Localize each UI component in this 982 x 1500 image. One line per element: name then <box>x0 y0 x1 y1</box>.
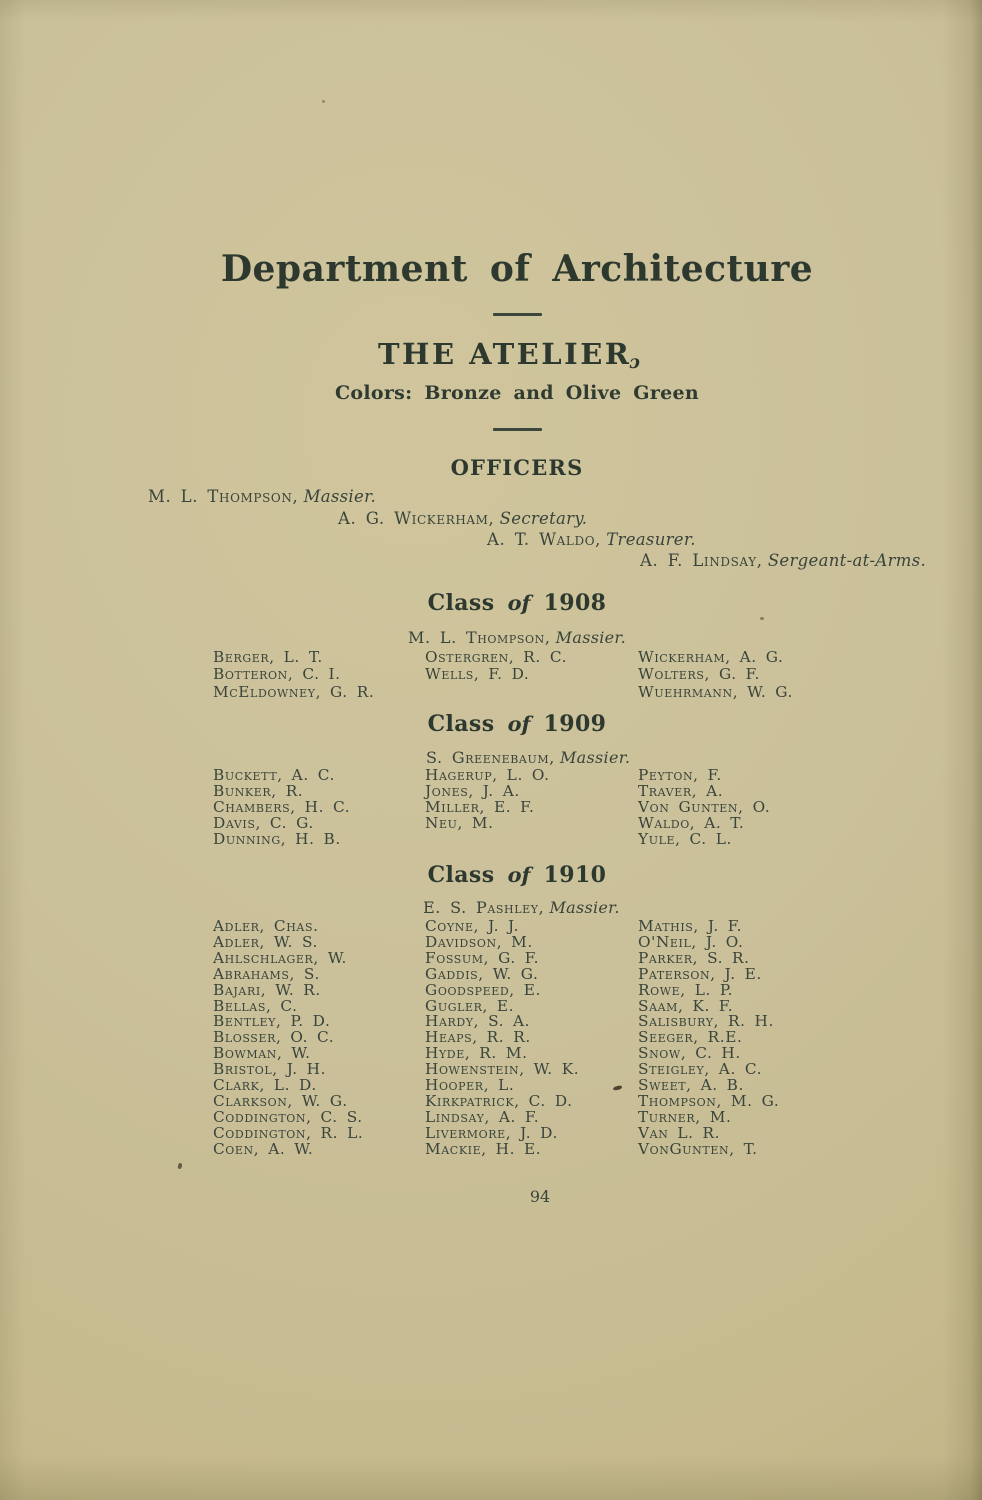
class-1909-massier <box>426 750 630 766</box>
class-word: Class <box>427 590 495 616</box>
roster-name: Clark, L. D. <box>213 1076 317 1095</box>
roster-name: Ostergren, R. C. <box>425 648 568 666</box>
of-word: of <box>507 862 531 887</box>
roster-name: Davis, C. G. <box>213 814 314 833</box>
class-year: 1909 <box>543 711 607 737</box>
roster-name: Wickerham, A. G. <box>638 648 784 666</box>
class-1910-massier <box>423 900 620 916</box>
roster-name: Bunker, R. <box>213 782 304 801</box>
roster-name: Lindsay, A. F. <box>425 1107 540 1126</box>
class-1909-column-3 <box>638 767 770 847</box>
roster-name: Parker, S. R. <box>638 948 750 967</box>
class-1909-column-2 <box>425 767 550 831</box>
of-word: of <box>507 590 531 615</box>
class-1909-column-1 <box>213 767 350 847</box>
roster-name: Gugler, E. <box>425 996 515 1015</box>
roster-name: Hardy, S. A. <box>425 1012 531 1031</box>
class-1908-column-1 <box>213 649 374 701</box>
roster-name: Hagerup, L. O. <box>425 766 550 784</box>
roster-name: Mackie, H. E. <box>425 1139 542 1158</box>
of-word: of <box>507 711 531 736</box>
paper-speck <box>613 1085 623 1091</box>
officer-role: Sergeant-at-Arms. <box>767 551 927 570</box>
massier-role: Massier. <box>549 898 620 917</box>
officer-entry <box>487 532 696 549</box>
roster-name: Adler, W. S. <box>213 932 318 951</box>
class-year: 1910 <box>543 862 607 888</box>
officers-heading: OFFICERS <box>450 455 584 480</box>
class-word: Class <box>427 711 495 737</box>
roster-name: Adler, Chas. <box>213 917 319 935</box>
roster-name: Davidson, M. <box>425 932 533 951</box>
roster-name: Bajari, W. R. <box>213 980 321 999</box>
roster-name: McEldowney, G. R. <box>213 682 375 701</box>
roster-name: Heaps, R. R. <box>425 1028 531 1047</box>
roster-name: Hooper, L. <box>425 1076 515 1095</box>
officer-role: Massier. <box>303 487 376 506</box>
divider-rule-top <box>493 313 542 316</box>
roster-name: Livermore, J. D. <box>425 1123 558 1142</box>
atelier-heading-text: THE ATELIER <box>377 337 632 371</box>
roster-name: Mathis, J. F. <box>638 917 743 935</box>
roster-name: Gaddis, W. G. <box>425 964 539 983</box>
page-number: 94 <box>529 1187 551 1206</box>
roster-name: Salisbury, R. H. <box>638 1012 774 1031</box>
roster-name: Miller, E. F. <box>425 798 535 817</box>
roster-name: Bristol, J. H. <box>213 1060 327 1079</box>
roster-name: Fossum, G. F. <box>425 948 540 967</box>
roster-name: Chambers, H. C. <box>213 798 351 817</box>
roster-name: Jones, J. A. <box>425 782 520 801</box>
roster-name: Coddington, R. L. <box>213 1123 364 1142</box>
roster-name: Clarkson, W. G. <box>213 1091 348 1110</box>
divider-rule-mid <box>493 428 542 431</box>
roster-name: Steigley, A. C. <box>638 1060 763 1079</box>
paper-speck <box>178 1163 183 1169</box>
club-colors-line: Colors: Bronze and Olive Green <box>334 382 700 404</box>
paper-speck <box>760 617 764 620</box>
roster-name: Buckett, A. C. <box>213 766 335 784</box>
page-title: Department of Architecture <box>220 248 814 290</box>
roster-name: Thompson, M. G. <box>638 1091 780 1110</box>
roster-name: Bellas, C. <box>213 996 298 1015</box>
roster-name: Howenstein, W. K. <box>425 1060 580 1079</box>
roster-name: Ahlschlager, W. <box>213 948 347 967</box>
roster-name: Saam, K. F. <box>638 996 734 1015</box>
roster-name: Coen, A. W. <box>213 1139 314 1158</box>
roster-name: Neu, M. <box>425 814 494 833</box>
officer-name: A. F. Lindsay, <box>640 551 763 570</box>
class-word: Class <box>427 862 495 888</box>
class-1908-massier <box>408 630 626 646</box>
roster-name: Bentley, P. D. <box>213 1012 331 1031</box>
roster-name: Bowman, W. <box>213 1044 311 1063</box>
class-1910-heading <box>52 863 982 888</box>
roster-name: Seeger, R.E. <box>638 1028 743 1047</box>
officer-name: A. G. Wickerham, <box>338 509 495 528</box>
roster-name: Goodspeed, E. <box>425 980 541 999</box>
roster-name: Rowe, L. P. <box>638 980 734 999</box>
roster-name: Yule, C. L. <box>638 830 732 849</box>
roster-name: Abrahams, S. <box>213 964 320 983</box>
officer-name: A. T. Waldo, <box>487 530 601 549</box>
massier-name: M. L. Thompson, <box>408 628 551 647</box>
atelier-heading <box>44 338 974 371</box>
roster-name: Turner, M. <box>638 1107 732 1126</box>
roster-name: Dunning, H. B. <box>213 830 341 849</box>
roster-name: Berger, L. T. <box>213 648 323 666</box>
officer-entry <box>338 511 587 528</box>
class-1910-column-1 <box>213 919 363 1158</box>
roster-name: Paterson, J. E. <box>638 964 762 983</box>
massier-name: E. S. Pashley, <box>423 898 545 917</box>
roster-name: Traver, A. <box>638 782 724 801</box>
class-1908-column-3 <box>638 649 793 701</box>
roster-name: Wolters, G. F. <box>638 665 760 684</box>
class-1910-column-3 <box>638 919 779 1158</box>
officer-role: Secretary. <box>499 509 588 528</box>
roster-name: Wuehrmann, W. G. <box>638 682 793 701</box>
roster-name: VonGunten, T. <box>638 1139 758 1158</box>
paper-speck <box>322 100 325 103</box>
roster-name: O'Neil, J. O. <box>638 932 744 951</box>
roster-name: Sweet, A. B. <box>638 1076 744 1095</box>
officer-role: Treasurer. <box>606 530 696 549</box>
roster-name: Snow, C. H. <box>638 1044 741 1063</box>
roster-name: Blosser, O. C. <box>213 1028 335 1047</box>
massier-role: Massier. <box>559 748 631 767</box>
roster-name: Peyton, F. <box>638 766 722 784</box>
roster-name: Coddington, C. S. <box>213 1107 363 1126</box>
roster-name: Botteron, C. I. <box>213 665 341 684</box>
class-1910-column-2 <box>425 919 579 1158</box>
officer-entry <box>148 489 376 506</box>
roster-name: Coyne, J. J. <box>425 917 520 935</box>
massier-name: S. Greenebaum, <box>426 748 555 767</box>
swash-flourish-icon: ɔ <box>629 353 641 373</box>
roster-name: Hyde, R. M. <box>425 1044 528 1063</box>
roster-name: Von Gunten, O. <box>638 798 771 817</box>
class-1908-heading <box>52 591 982 616</box>
roster-name: Wells, F. D. <box>425 665 530 684</box>
massier-role: Massier. <box>555 628 626 647</box>
class-1908-column-2 <box>425 649 567 684</box>
roster-name: Waldo, A. T. <box>638 814 745 833</box>
officer-entry <box>640 553 926 570</box>
class-year: 1908 <box>543 590 607 616</box>
class-1909-heading <box>52 712 982 737</box>
roster-name: Kirkpatrick, C. D. <box>425 1091 573 1110</box>
officer-name: M. L. Thompson, <box>148 487 299 506</box>
roster-name: Van L. R. <box>638 1123 721 1142</box>
